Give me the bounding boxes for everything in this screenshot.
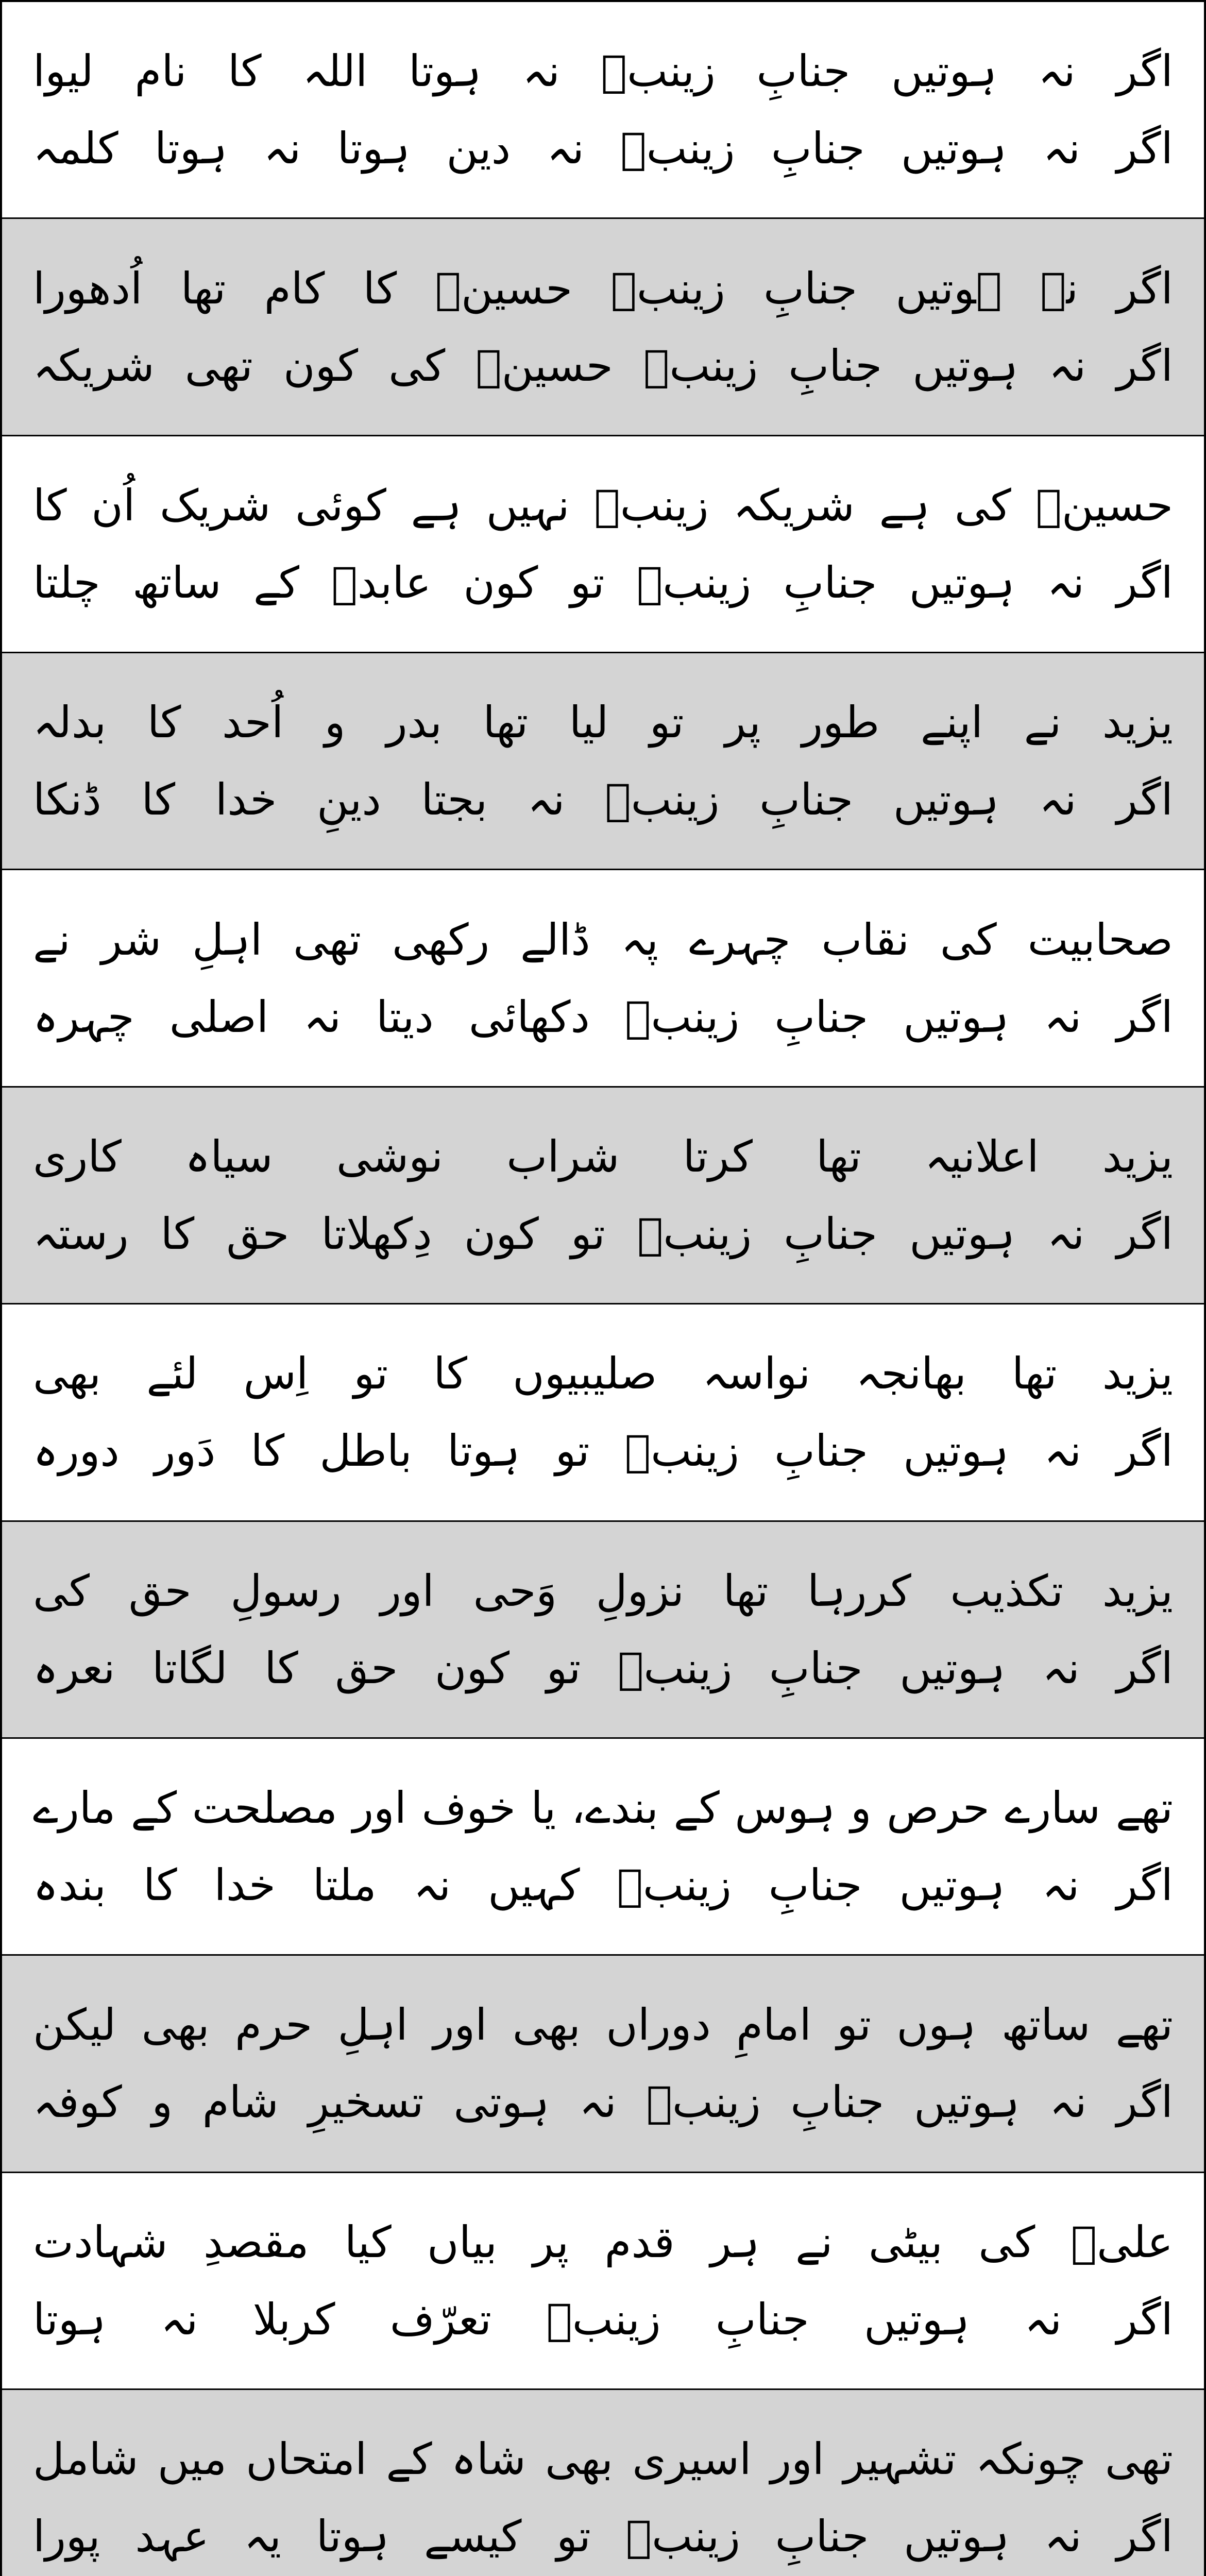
- verse-line-second: اگر نہ ہوتیں جنابِ زینبؑ تو کیسے ہوتا یہ عہد پورا: [33, 2511, 1173, 2562]
- stanza-row: [2, 436, 1204, 653]
- verse-line-first: یزید تھا بھانجہ نواسہ صلیبیوں کا تو اِس لئے بھی: [33, 1348, 1173, 1399]
- verse-line-second: اگر نہ ہوتیں جنابِ زینبؑ تعرّف کربلا نہ ہوتا: [33, 2294, 1173, 2345]
- verse-line-second: اگر نہ ہوتیں جنابِ زینبؑ نہ دین ہوتا نہ ہوتا کلمہ: [33, 123, 1173, 174]
- verse-line-first: یزید اعلانیہ تھا کرتا شراب نوشی سیاہ کاری: [33, 1131, 1173, 1182]
- stanza-row: [2, 1522, 1204, 1739]
- verse-line-second: اگر نہ ہوتیں جنابِ زینبؑ نہ بجتا دینِ خدا کا ڈنکا: [33, 774, 1173, 825]
- verse-line-first: صحابیت کی نقاب چہرے پہ ڈالے رکھی تھی اہلِ شر نے: [33, 914, 1173, 965]
- verse-line-second: اگر نہ ہوتیں جنابِ زینبؑ تو کون عابدؑ کے ساتھ چلتا: [33, 557, 1173, 608]
- verse-line-first: تھے سارے حرص و ہوس کے بندے، یا خوف اور مصلحت کے مارے: [33, 1783, 1173, 1834]
- stanza-row: [2, 1304, 1204, 1521]
- verse-line-second: اگر نہ ہوتیں جنابِ زینبؑ دکھائی دیتا نہ اصلی چہرہ: [33, 991, 1173, 1042]
- stanza-row: [2, 653, 1204, 870]
- verse-line-first: تھی چونکہ تشہیر اور اسیری بھی شاہ کے امتحاں میں شامل: [33, 2434, 1173, 2485]
- verse-line-second: اگر نہ ہوتیں جنابِ زینبؑ تو کون دِکھلاتا حق کا رستہ: [33, 1208, 1173, 1259]
- verse-line-second: اگر نہ ہوتیں جنابِ زینبؑ حسینؑ کی کون تھی شریکہ: [33, 340, 1173, 391]
- stanza-row: [2, 2390, 1204, 2576]
- verse-line-first: حسینؑ کی ہے شریکہ زینبؑ نہیں ہے کوئی شریک اُن کا: [33, 480, 1173, 531]
- verse-line-first: علیؑ کی بیٹی نے ہر قدم پر بیاں کیا مقصدِ شہادت: [33, 2216, 1173, 2267]
- verse-line-second: اگر نہ ہوتیں جنابِ زینبؑ تو کون حق کا لگاتا نعرہ: [33, 1642, 1173, 1693]
- stanza-row: [2, 1739, 1204, 1956]
- stanza-row: [2, 870, 1204, 1087]
- stanza-row: [2, 1956, 1204, 2173]
- verse-line-first: یزید تکذیب کررہا تھا نزولِ وَحی اور رسولِ حق کی: [33, 1565, 1173, 1616]
- verse-line-first: اگر نہ ہوتیں جنابِ زینبؑ حسینؑ کا کام تھا اُدھورا: [33, 263, 1173, 314]
- verse-line-first: یزید نے اپنے طور پر تو لیا تھا بدر و اُحد کا بدلہ: [33, 697, 1173, 748]
- verse-line-second: اگر نہ ہوتیں جنابِ زینبؑ نہ ہوتی تسخیرِ شام و کوفہ: [33, 2077, 1173, 2128]
- verse-line-second: اگر نہ ہوتیں جنابِ زینبؑ تو ہوتا باطل کا دَور دورہ: [33, 1426, 1173, 1477]
- stanza-row: [2, 1088, 1204, 1304]
- verse-line-first: تھے ساتھ ہوں تو امامِ دوراں بھی اور اہلِ حرم بھی لیکن: [33, 1999, 1173, 2050]
- stanza-row: [2, 219, 1204, 436]
- stanza-row: [2, 2, 1204, 219]
- verse-line-first: اگر نہ ہوتیں جنابِ زینبؑ نہ ہوتا اللہ کا نام لیوا: [33, 46, 1173, 97]
- stanza-row: [2, 2173, 1204, 2390]
- verse-line-second: اگر نہ ہوتیں جنابِ زینبؑ کہیں نہ ملتا خدا کا بندہ: [33, 1860, 1173, 1911]
